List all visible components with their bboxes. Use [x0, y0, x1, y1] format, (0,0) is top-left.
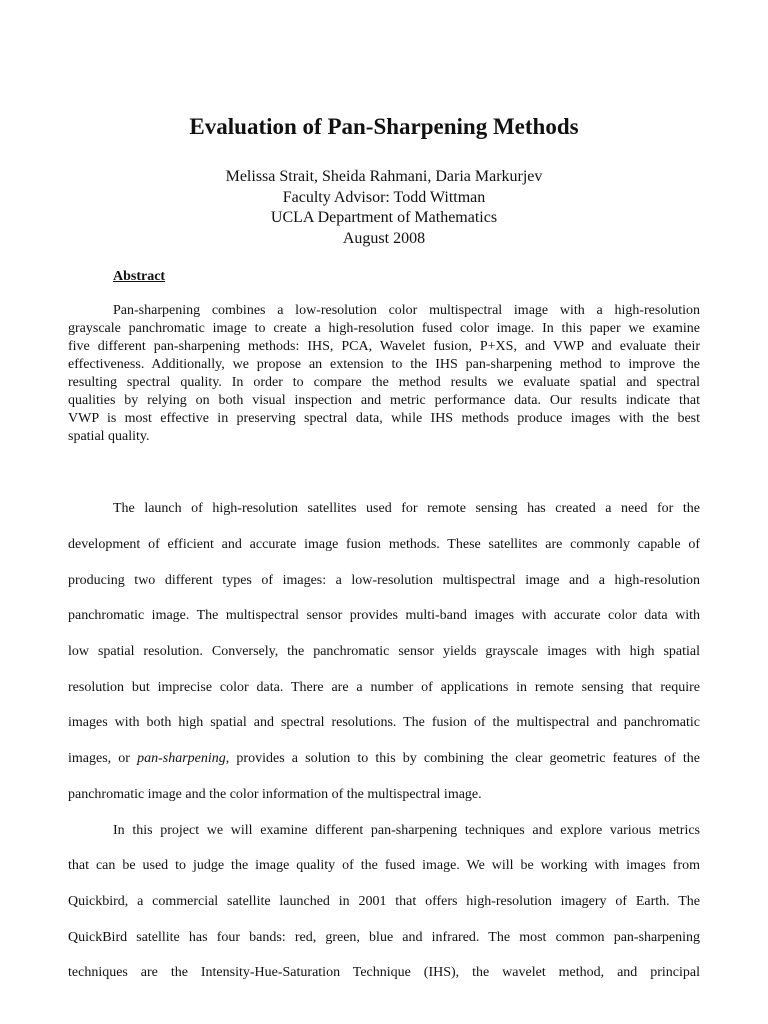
body-line: QuickBird satellite has four bands: red, green, blue and infrared. The most common pan-sharpening — [68, 930, 700, 945]
author-names: Melissa Strait, Sheida Rahmani, Daria Markurjev — [225, 168, 543, 185]
body-text-segment: , provides a solution to this by combining the clear geometric features of the — [225, 751, 700, 766]
abstract-heading: Abstract — [113, 269, 166, 284]
body-line: panchromatic image. The multispectral sensor provides multi-band images with accurate color data with — [68, 608, 700, 623]
abstract-line: five different pan-sharpening methods: IHS, PCA, Wavelet fusion, P+XS, and VWP and evaluate their — [68, 339, 700, 354]
body-line: that can be used to judge the image quality of the fused image. We will be working with images from — [68, 858, 700, 873]
abstract-line: spatial quality. — [68, 429, 150, 444]
body-line: development of efficient and accurate image fusion methods. These satellites are commonly capable of — [68, 537, 700, 552]
body-line: producing two different types of images: a low-resolution multispectral image and a high-resolution — [68, 573, 700, 588]
body-line: techniques are the Intensity-Hue-Saturation Technique (IHS), the wavelet method, and principal — [68, 965, 700, 980]
abstract-paragraph — [68, 302, 700, 446]
body-line: images with both high spatial and spectral resolutions. The fusion of the multispectral and panchromatic — [68, 715, 700, 730]
body-line: In this project we will examine different pan-sharpening techniques and explore various metrics — [113, 823, 700, 838]
abstract-line: grayscale panchromatic image to create a high-resolution fused color image. In this paper we examine — [68, 321, 700, 336]
abstract-line: VWP is most effective in preserving spectral data, while IHS methods produce images with the best — [68, 411, 700, 426]
abstract-line: effectiveness. Additionally, we propose an extension to the IHS pan-sharpening method to improve the — [68, 357, 700, 372]
body-line: resolution but imprecise color data. There are a number of applications in remote sensing that require — [68, 680, 700, 695]
publication-date: August 2008 — [342, 229, 426, 247]
faculty-advisor: Faculty Advisor: Todd Wittman — [282, 188, 486, 206]
body-text-segment: images, or — [68, 751, 138, 766]
body-line: panchromatic image and the color information of the multispectral image. — [68, 787, 482, 802]
body-line: Quickbird, a commercial satellite launched in 2001 that offers high-resolution imagery of Earth. The — [68, 894, 700, 909]
author-block — [68, 167, 700, 249]
abstract-line: resulting spectral quality. In order to compare the method results we evaluate spatial and spectral — [68, 375, 700, 390]
department: UCLA Department of Mathematics — [270, 209, 498, 226]
paper-title: Evaluation of Pan-Sharpening Methods — [189, 114, 579, 139]
body-line: low spatial resolution. Conversely, the panchromatic sensor yields grayscale images with high spatial — [68, 644, 700, 659]
abstract-line: Pan-sharpening combines a low-resolution color multispectral image with a high-resolution — [113, 303, 700, 318]
body-line-with-emphasis — [68, 750, 700, 768]
emphasized-term: pan-sharpening — [137, 751, 226, 766]
abstract-line: qualities by relying on both visual inspection and metric performance data. Our results indicate that — [68, 393, 700, 408]
body-line: The launch of high-resolution satellites used for remote sensing has created a need for the — [113, 501, 700, 516]
